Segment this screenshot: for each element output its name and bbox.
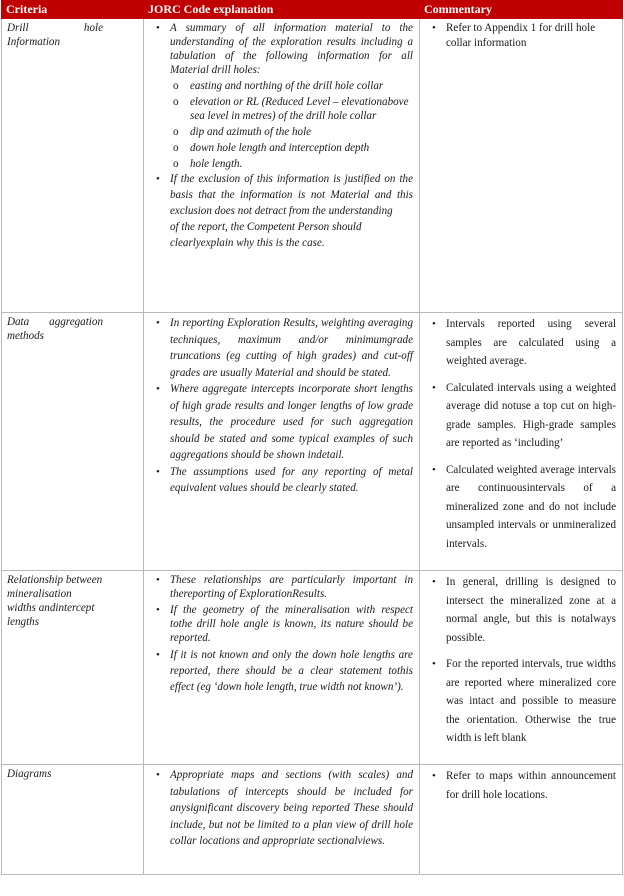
commentary-cell (420, 19, 623, 313)
commentary-cell (420, 313, 623, 571)
list-item: o dip and azimuth of the hole (190, 125, 413, 139)
explanation-text: A summary of all information material to the understanding of the exploration results including a tabulation of the following information for all Material drill holes: (170, 22, 413, 76)
commentary-cell (420, 571, 623, 765)
list-item (170, 171, 413, 251)
list-item: • If it is not known and only the down hole lengths are reported, there should be a clear statement tothis effect (eg ‘down hole length, true width not known’). (170, 647, 413, 695)
criteria-text: Relationship between mineralisation widths andintercept lengths (7, 574, 103, 628)
criteria-cell (2, 19, 144, 313)
header-criteria: Criteria (2, 1, 144, 19)
criteria-text: Data aggregation methods (7, 316, 103, 342)
list-item: • Refer to maps within announcement for drill hole locations. (446, 767, 616, 804)
list-item: • Intervals reported using several samples are calculated using a weighted average. (446, 315, 616, 371)
list-item: o down hole length and interception depth (190, 141, 413, 155)
list-item: • Calculated intervals using a weighted average did notuse a top cut on high-grade samples. High-grade samples are reported as ‘including’ (446, 379, 616, 453)
criteria-text: Drill hole Information (7, 22, 103, 48)
criteria-cell (2, 313, 144, 571)
list-item: • Where aggregate intercepts incorporate short lengths of high grade results and longer lengths of low grade results, the procedure used for such aggregation should be stated and some typical examples of such aggregations should be shown indetail. (170, 381, 413, 464)
list-item: o elevation or RL (Reduced Level – elevationabove sea level in metres) of the drill hole collar (190, 95, 413, 123)
list-item: • For the reported intervals, true widths are reported where mineralized core was intact and possible to measure the orientation. Otherwise the true width is left blank (446, 655, 616, 748)
table-row (2, 313, 623, 571)
explanation-text: of the report, the Competent Person should clearlyexplain why this is the case. (170, 221, 362, 249)
explanation-text: If the exclusion of this information is justified on the basis that the information is not Material and this exclusion does not detract from the understanding (170, 173, 413, 217)
list-item: • In general, drilling is designed to intersect the mineralized zone at a normal angle, but this is notalways possible. (446, 573, 616, 647)
jorc-table (1, 0, 623, 875)
list-item: o hole length. (190, 157, 413, 171)
list-item: o easting and northing of the drill hole collar (190, 79, 413, 93)
list-item: • In reporting Exploration Results, weighting averaging techniques, maximum and/or minimumgrade truncations (eg cutting of high grades) and cut-off grades are usually Material and should be stated. (170, 315, 413, 381)
explanation-cell (144, 19, 420, 313)
criteria-text: Diagrams (7, 768, 52, 780)
criteria-cell (2, 571, 144, 765)
table-row (2, 765, 623, 875)
list-item: • Calculated weighted average intervals are continuousintervals of a mineralized zone and do not include unsampled intervals or unmineralized intervals. (446, 461, 616, 554)
list-item (170, 21, 413, 171)
list-item: • Refer to Appendix 1 for drill hole collar information (446, 21, 616, 51)
list-item: • These relationships are particularly important in thereporting of ExplorationResults. (170, 573, 413, 601)
explanation-cell (144, 765, 420, 875)
explanation-cell (144, 571, 420, 765)
header-row (2, 1, 623, 19)
list-item: • The assumptions used for any reporting of metal equivalent values should be clearly stated. (170, 464, 413, 497)
list-item: • If the geometry of the mineralisation with respect tothe drill hole angle is known, its nature should be reported. (170, 603, 413, 645)
list-item: • Appropriate maps and sections (with scales) and tabulations of intercepts should be included for anysignificant discovery being reported These should include, but not be limited to a plan view of drill hole collar locations and appropriate sectionalviews. (170, 767, 413, 850)
header-explanation: JORC Code explanation (144, 1, 420, 19)
criteria-cell (2, 765, 144, 875)
table-row (2, 19, 623, 313)
header-commentary: Commentary (420, 1, 623, 19)
explanation-cell (144, 313, 420, 571)
table-row (2, 571, 623, 765)
commentary-cell (420, 765, 623, 875)
